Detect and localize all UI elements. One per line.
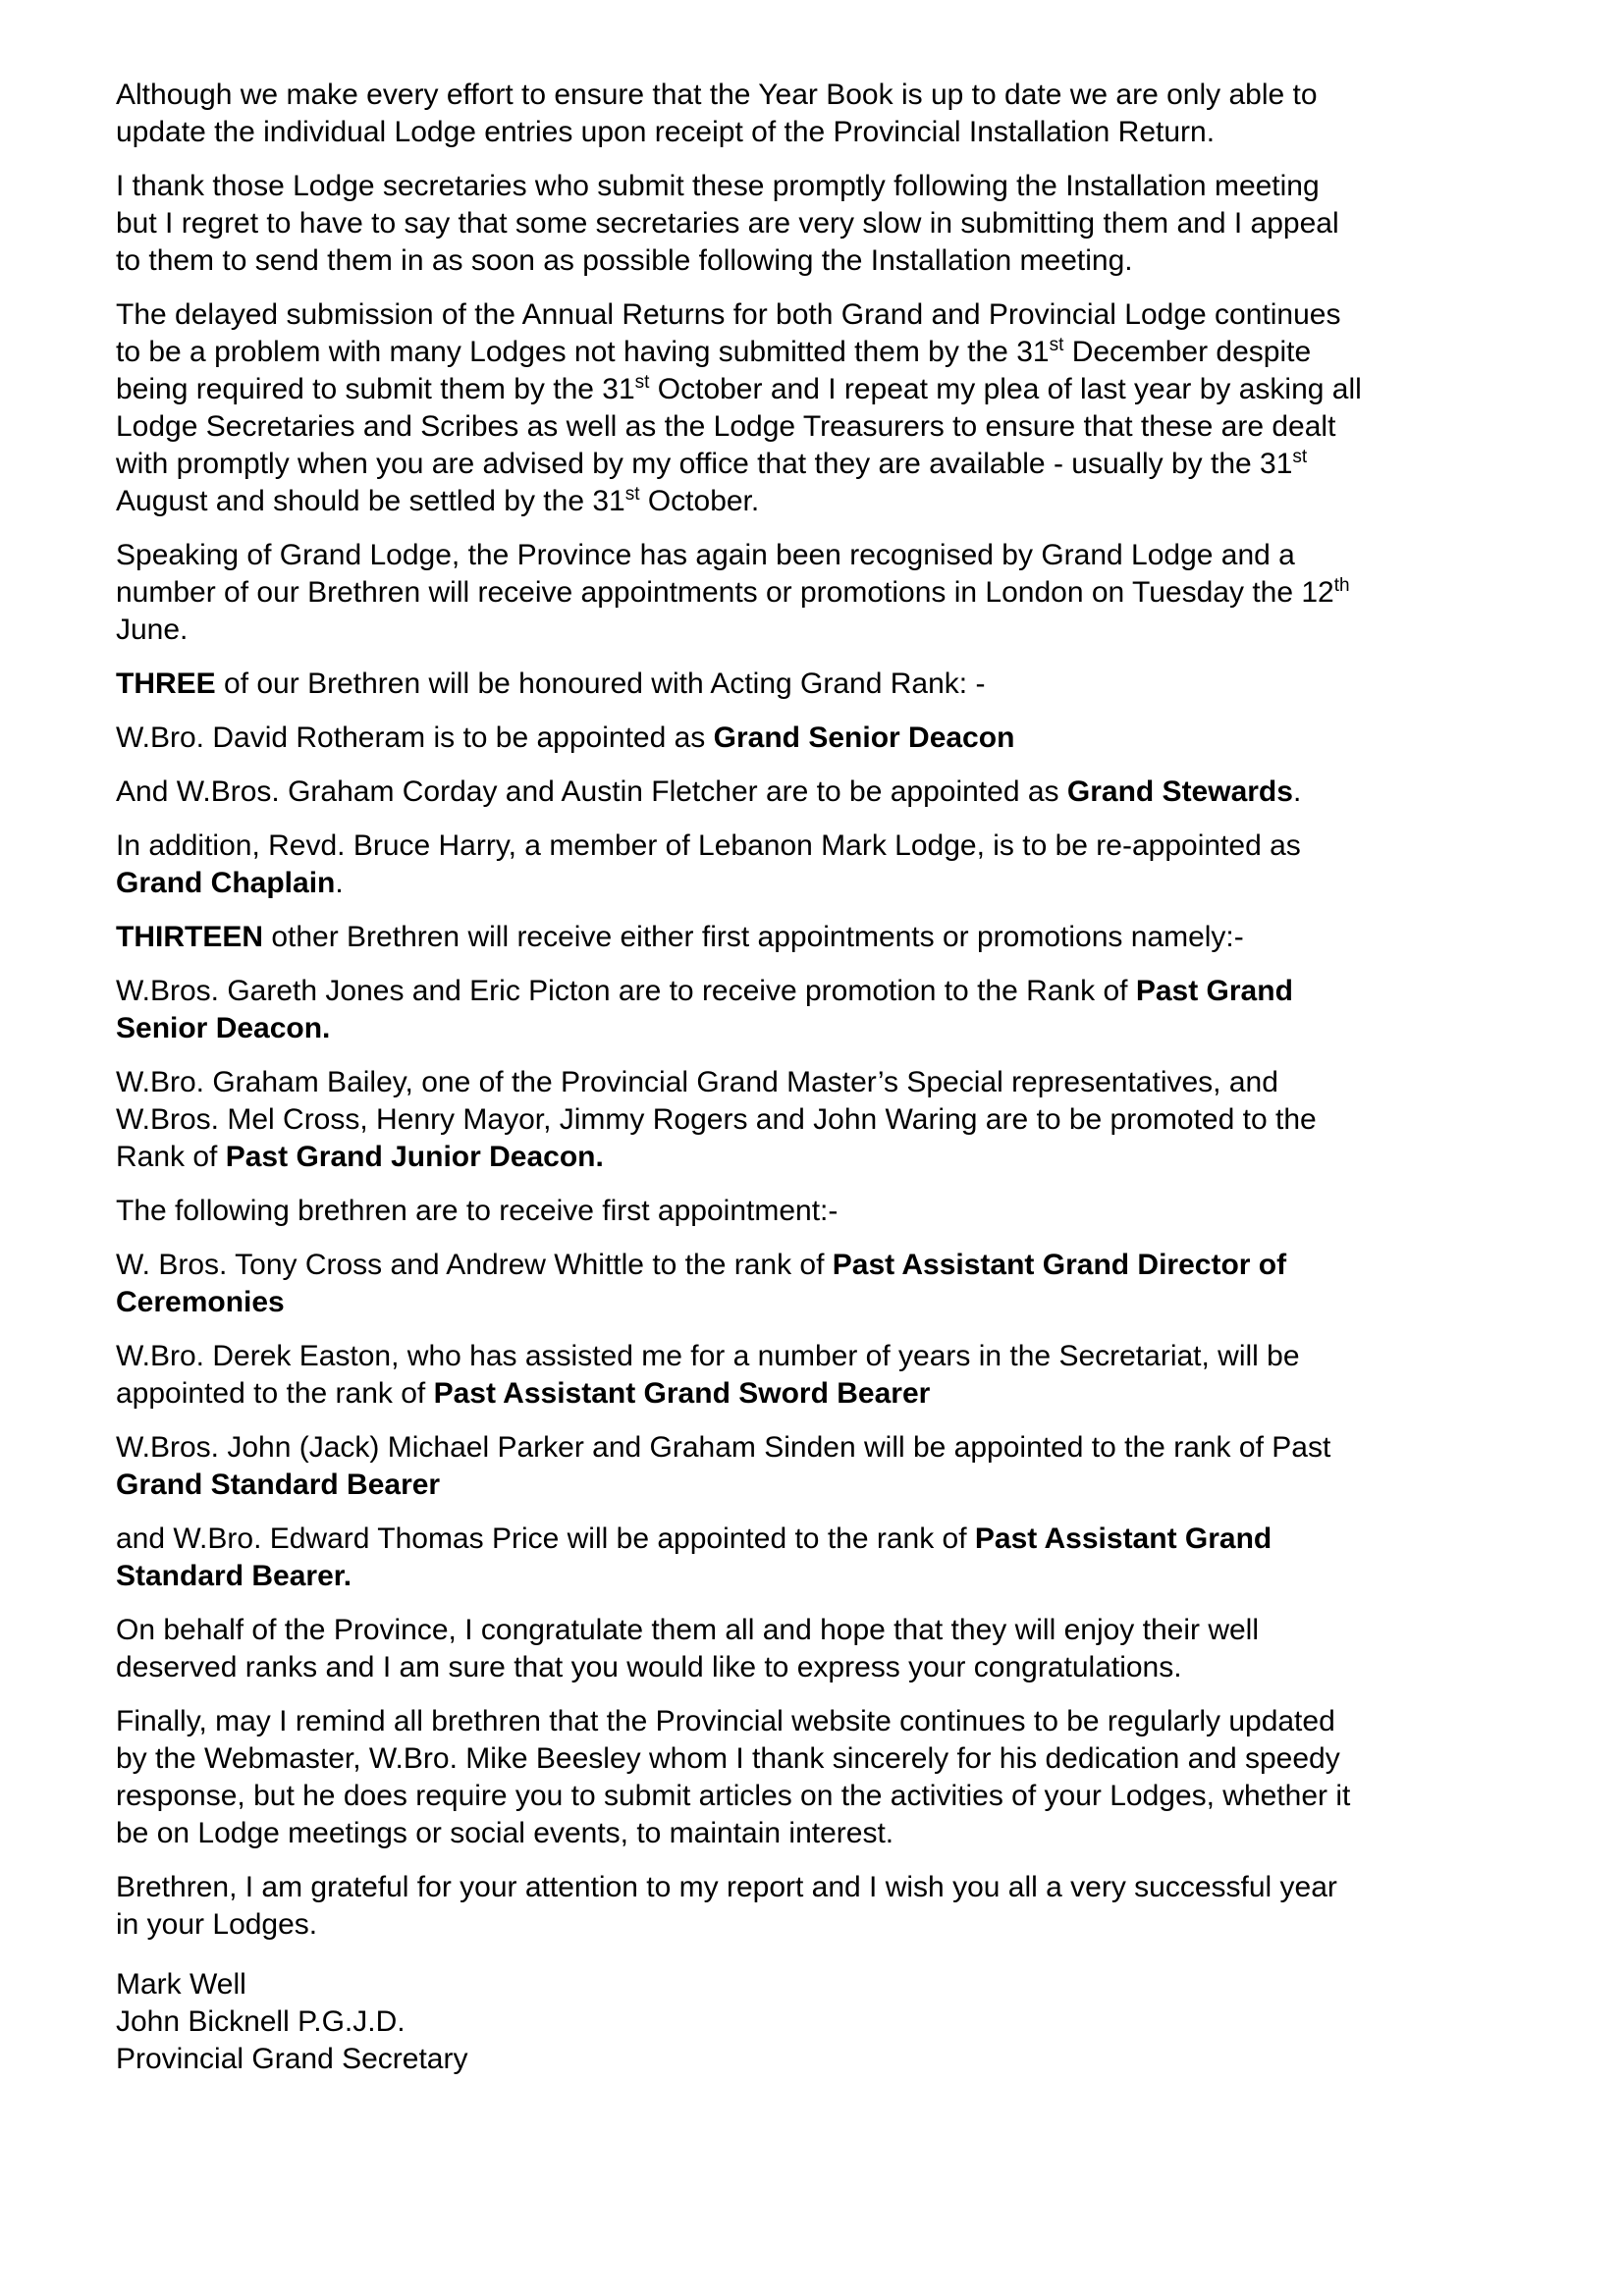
text-run: Lodge Secretaries and Scribes as well as the Lodge Treasurers to ensure that these are dealt	[116, 410, 1336, 443]
text-line	[116, 2041, 1526, 2078]
text-run: October and I repeat my plea of last year by asking all	[649, 373, 1362, 405]
text-run: to be a problem with many Lodges not having submitted them by the 31	[116, 336, 1050, 368]
text-run: Speaking of Grand Lodge, the Province has again been recognised by Grand Lodge and a	[116, 539, 1295, 571]
paragraph	[116, 168, 1526, 280]
bold-text-run: Ceremonies	[116, 1286, 285, 1318]
paragraph	[116, 1193, 1526, 1230]
text-run: August and should be settled by the 31	[116, 485, 625, 517]
text-run: but I regret to have to say that some secretaries are very slow in submitting them and I appeal	[116, 207, 1339, 240]
text-line	[116, 1521, 1526, 1558]
text-run: W. Bros. Tony Cross and Andrew Whittle to the rank of	[116, 1249, 833, 1281]
text-line	[116, 1703, 1526, 1740]
paragraph	[116, 774, 1526, 811]
text-line	[116, 828, 1526, 865]
text-run: W.Bro. Graham Bailey, one of the Provincial Grand Master’s Special representatives, and	[116, 1066, 1278, 1098]
text-run: deserved ranks and I am sure that you would like to express your congratulations.	[116, 1651, 1182, 1683]
text-line	[116, 77, 1526, 114]
text-run: June.	[116, 614, 189, 646]
text-line	[116, 2003, 1526, 2041]
superscript-text-run: st	[634, 372, 650, 393]
text-line	[116, 296, 1526, 334]
text-line	[116, 774, 1526, 811]
bold-text-run: Standard Bearer.	[116, 1560, 352, 1592]
text-line	[116, 1010, 1526, 1047]
bold-text-run: Senior Deacon.	[116, 1012, 331, 1044]
text-run: number of our Brethren will receive appointments or promotions in London on Tuesday the 12	[116, 576, 1334, 609]
text-run: And W.Bros. Graham Corday and Austin Fletcher are to be appointed as	[116, 775, 1067, 808]
text-run: update the individual Lodge entries upon receipt of the Provincial Installation Return.	[116, 116, 1216, 148]
text-line	[116, 973, 1526, 1010]
text-run: with promptly when you are advised by my office that they are available - usually by the 31	[116, 448, 1293, 480]
paragraph	[116, 1338, 1526, 1413]
text-run: be on Lodge meetings or social events, to maintain interest.	[116, 1817, 894, 1849]
superscript-text-run: th	[1333, 575, 1350, 596]
text-run: W.Bros. Mel Cross, Henry Mayor, Jimmy Rogers and John Waring are to be promoted to the	[116, 1103, 1317, 1136]
text-line	[116, 666, 1526, 703]
text-run: to them to send them in as soon as possible following the Installation meeting.	[116, 244, 1133, 277]
bold-text-run: Grand Chaplain	[116, 867, 336, 899]
paragraph	[116, 537, 1526, 649]
bold-text-run: Grand Stewards	[1066, 775, 1293, 808]
text-line	[116, 720, 1526, 757]
text-run: being required to submit them by the 31	[116, 373, 635, 405]
paragraph	[116, 1612, 1526, 1686]
text-run: in your Lodges.	[116, 1908, 318, 1941]
paragraph	[116, 919, 1526, 956]
text-line	[116, 1740, 1526, 1778]
text-run: Rank of	[116, 1141, 226, 1173]
text-line	[116, 1193, 1526, 1230]
paragraph	[116, 296, 1526, 520]
text-line	[116, 612, 1526, 649]
bold-text-run: Past Assistant Grand Sword Bearer	[433, 1377, 931, 1410]
paragraph	[116, 720, 1526, 757]
text-line	[116, 371, 1526, 408]
text-line	[116, 865, 1526, 902]
paragraph	[116, 666, 1526, 703]
bold-text-run: Past Assistant Grand Director of	[832, 1249, 1287, 1281]
paragraph	[116, 973, 1526, 1047]
text-line	[116, 205, 1526, 242]
text-run: by the Webmaster, W.Bro. Mike Beesley whom I thank sincerely for his dedication and speedy	[116, 1742, 1340, 1775]
text-line	[116, 334, 1526, 371]
text-line	[116, 1429, 1526, 1467]
bold-text-run: Past Assistant Grand	[974, 1522, 1272, 1555]
text-line	[116, 483, 1526, 520]
paragraph	[116, 1869, 1526, 1944]
text-run: W.Bros. John (Jack) Michael Parker and Graham Sinden will be appointed to the rank of Past	[116, 1431, 1331, 1464]
text-line	[116, 919, 1526, 956]
text-run: W.Bros. Gareth Jones and Eric Picton are to receive promotion to the Rank of	[116, 975, 1136, 1007]
text-line	[116, 408, 1526, 446]
text-run: In addition, Revd. Bruce Harry, a member of Lebanon Mark Lodge, is to be re-appointed as	[116, 829, 1301, 862]
text-line	[116, 574, 1526, 612]
text-line	[116, 537, 1526, 574]
superscript-text-run: st	[1292, 447, 1308, 467]
text-line	[116, 1778, 1526, 1815]
text-run: Provincial Grand Secretary	[116, 2043, 468, 2075]
text-line	[116, 1612, 1526, 1649]
paragraph	[116, 1429, 1526, 1504]
text-line	[116, 1906, 1526, 1944]
text-run: Mark Well	[116, 1968, 246, 2001]
signature-block	[116, 1966, 1526, 2078]
paragraph	[116, 1247, 1526, 1321]
text-line	[116, 1966, 1526, 2003]
text-run: .	[335, 867, 344, 899]
text-run: response, but he does require you to submit articles on the activities of your Lodges, whether it	[116, 1780, 1351, 1812]
bold-text-run: Grand Standard Bearer	[116, 1468, 441, 1501]
document-body	[116, 77, 1526, 1944]
text-run: I thank those Lodge secretaries who submit these promptly following the Installation meeting	[116, 170, 1320, 202]
text-line	[116, 1467, 1526, 1504]
superscript-text-run: st	[624, 484, 640, 505]
text-run: Finally, may I remind all brethren that the Provincial website continues to be regularly updated	[116, 1705, 1335, 1737]
paragraph	[116, 1521, 1526, 1595]
text-line	[116, 242, 1526, 280]
text-line	[116, 1649, 1526, 1686]
text-run: October.	[639, 485, 760, 517]
paragraph	[116, 1064, 1526, 1176]
text-line	[116, 1338, 1526, 1375]
text-line	[116, 1247, 1526, 1284]
text-line	[116, 1284, 1526, 1321]
text-run: December despite	[1063, 336, 1312, 368]
text-line	[116, 1558, 1526, 1595]
text-run: appointed to the rank of	[116, 1377, 434, 1410]
text-run: of our Brethren will be honoured with Acting Grand Rank: -	[215, 667, 986, 700]
text-line	[116, 1139, 1526, 1176]
text-run: The following brethren are to receive first appointment:-	[116, 1195, 839, 1227]
bold-text-run: Past Grand	[1135, 975, 1293, 1007]
bold-text-run: THIRTEEN	[116, 921, 263, 953]
text-run: W.Bro. David Rotheram is to be appointed as	[116, 721, 714, 754]
bold-text-run: Past Grand Junior Deacon.	[225, 1141, 604, 1173]
text-line	[116, 1375, 1526, 1413]
paragraph	[116, 77, 1526, 151]
text-run: On behalf of the Province, I congratulate them all and hope that they will enjoy their well	[116, 1614, 1260, 1646]
text-line	[116, 1815, 1526, 1852]
text-run: and W.Bro. Edward Thomas Price will be appointed to the rank of	[116, 1522, 975, 1555]
bold-text-run: Grand Senior Deacon	[713, 721, 1015, 754]
text-run: The delayed submission of the Annual Returns for both Grand and Provincial Lodge continues	[116, 298, 1341, 331]
text-line	[116, 168, 1526, 205]
text-run: W.Bro. Derek Easton, who has assisted me for a number of years in the Secretariat, will be	[116, 1340, 1300, 1372]
text-line	[116, 1064, 1526, 1101]
bold-text-run: THREE	[116, 667, 216, 700]
paragraph	[116, 1703, 1526, 1852]
text-run: .	[1292, 775, 1302, 808]
text-run: Although we make every effort to ensure that the Year Book is up to date we are only able to	[116, 79, 1318, 111]
superscript-text-run: st	[1049, 335, 1064, 355]
text-run: Brethren, I am grateful for your attention to my report and I wish you all a very successful year	[116, 1871, 1337, 1903]
text-line	[116, 1869, 1526, 1906]
text-line	[116, 446, 1526, 483]
text-run: other Brethren will receive either first appointments or promotions namely:-	[263, 921, 1244, 953]
text-line	[116, 114, 1526, 151]
text-run: John Bicknell P.G.J.D.	[116, 2005, 406, 2038]
paragraph	[116, 828, 1526, 902]
text-line	[116, 1101, 1526, 1139]
